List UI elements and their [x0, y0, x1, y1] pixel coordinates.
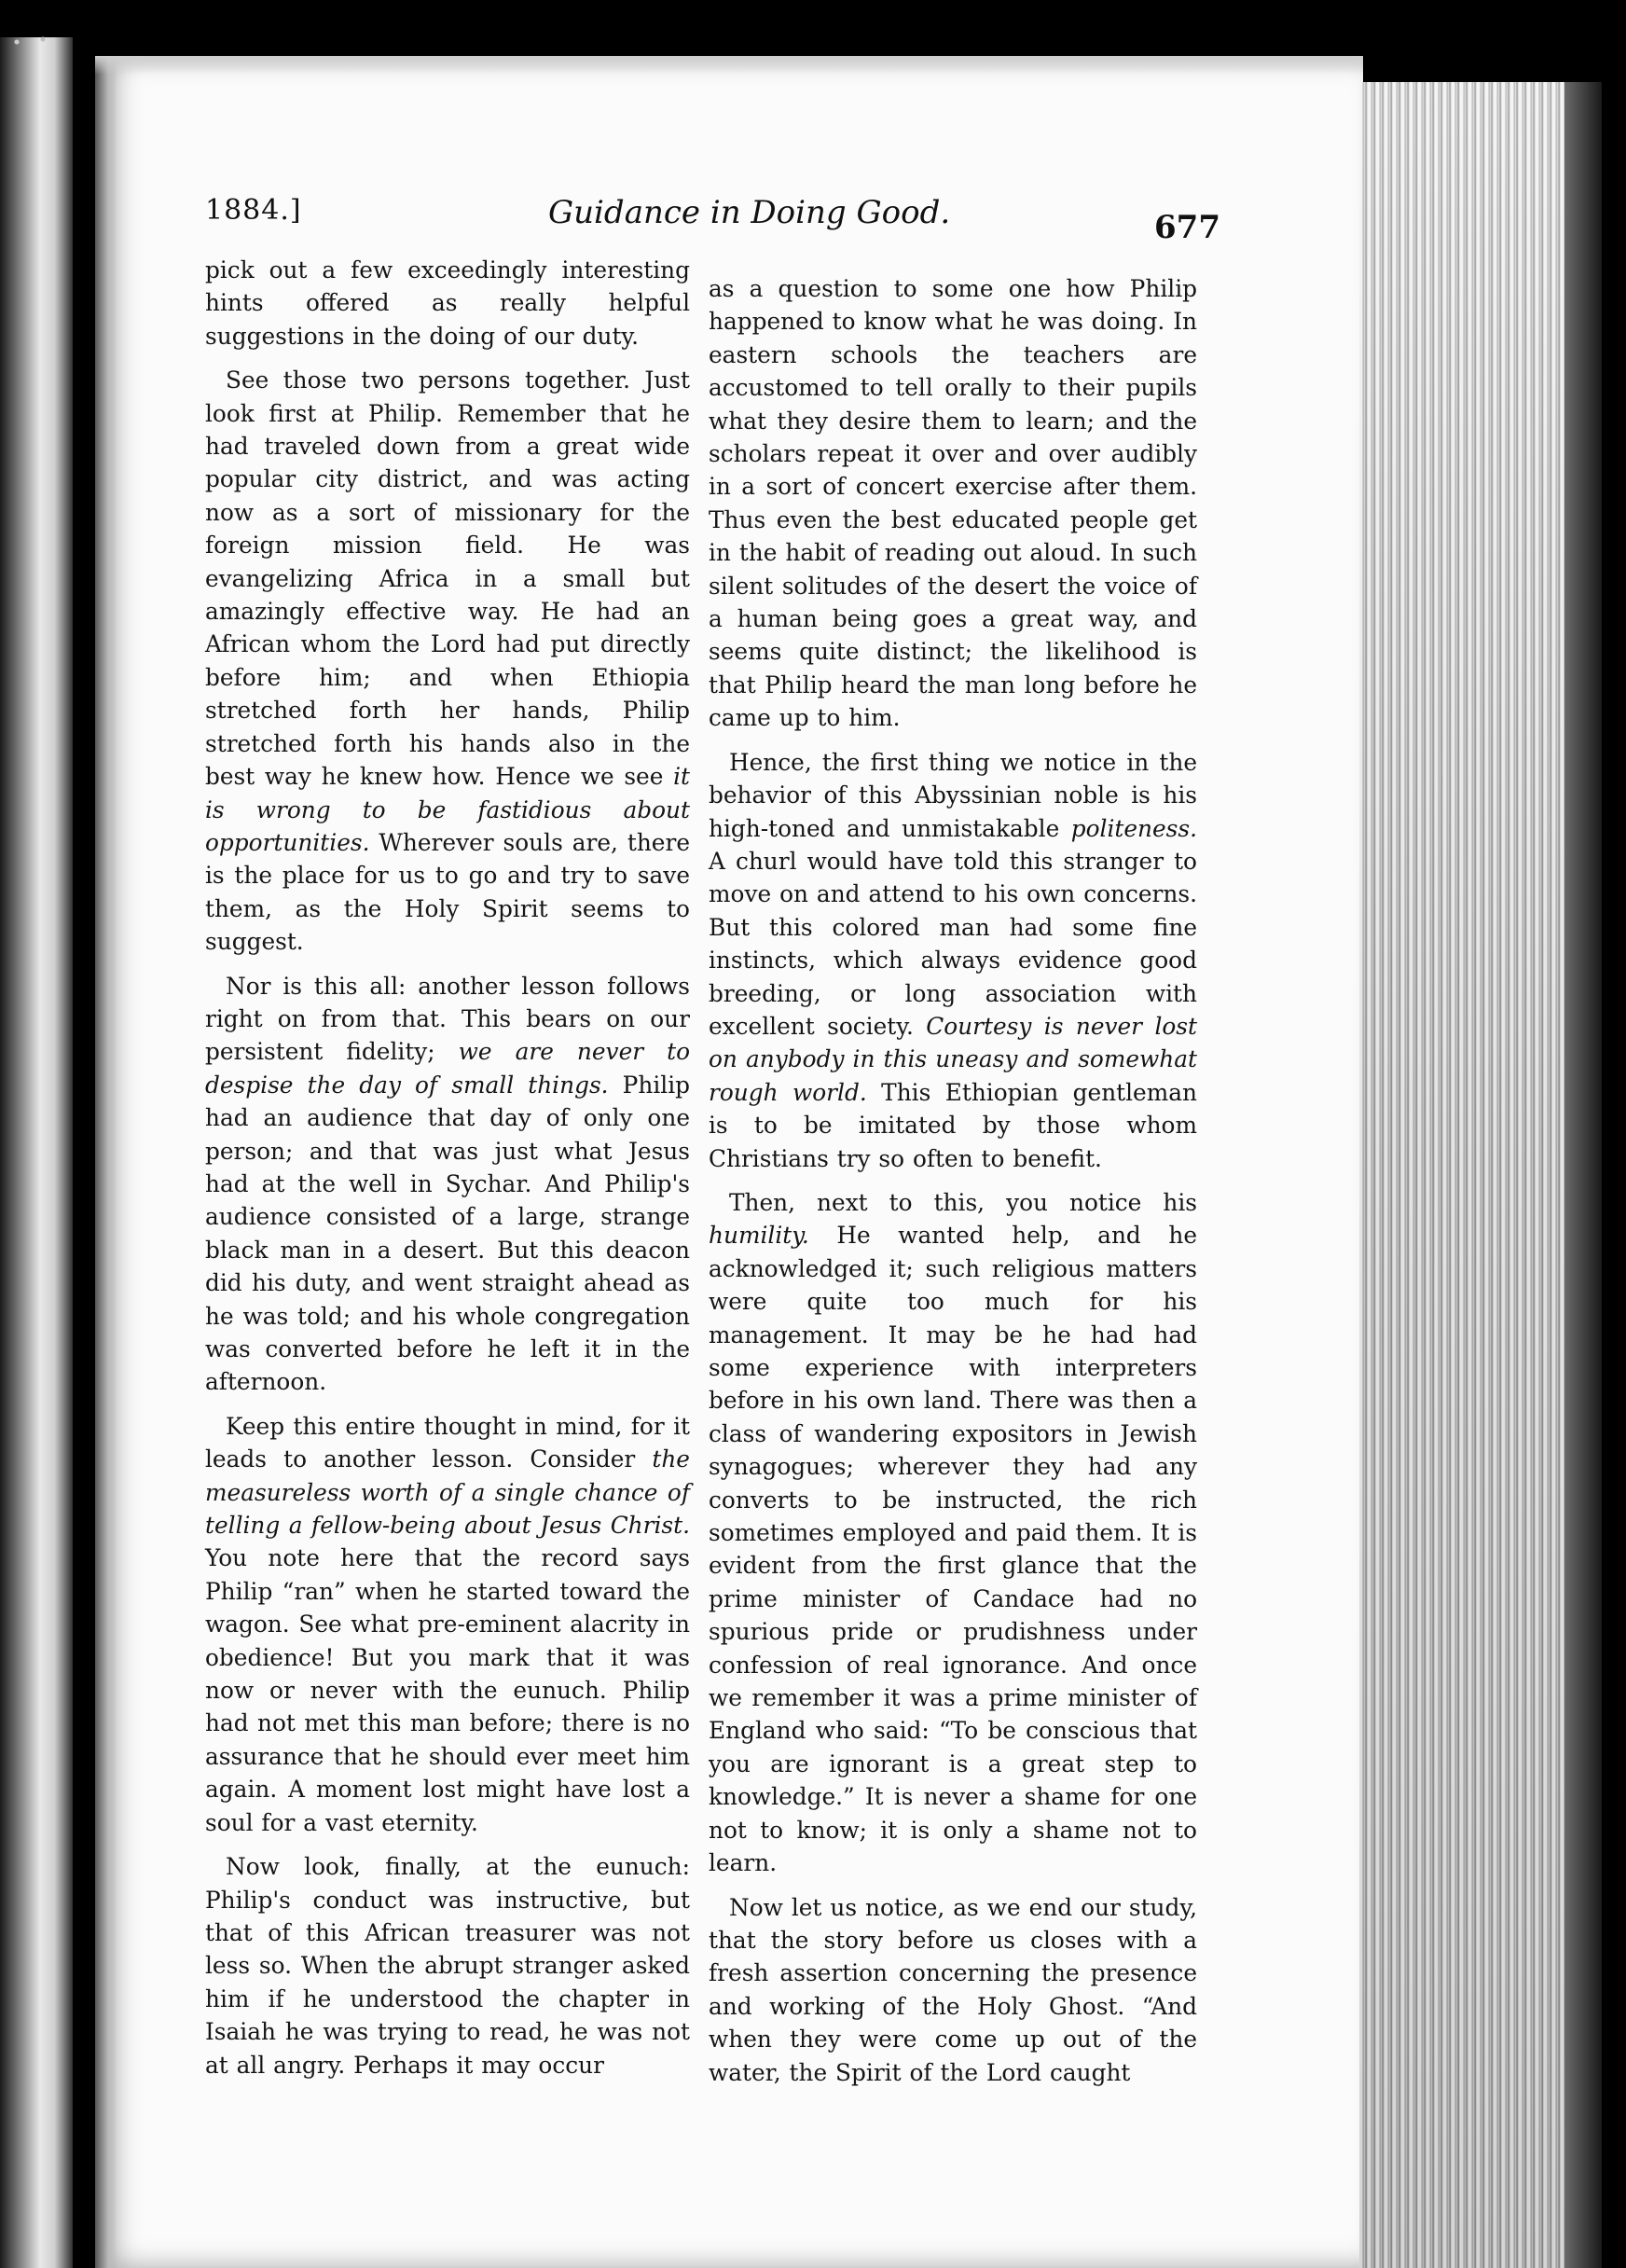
paragraph-text: Now look, finally, at the eunuch: Philip's conduct was instructive, but that of this African treasurer was not less so. When the abrupt stranger asked him if he understood the chapter in Isaiah he was trying to read, he was not at all angry. Perhaps it may occur — [205, 1853, 690, 2079]
emphasis-text: Courtesy is never lost on anybody in this uneasy and somewhat rough world. — [709, 1012, 1197, 1106]
paragraph-text: Then, next to this, you notice his — [729, 1188, 1197, 1216]
emphasis-text: the measureless worth of a single chance of telling a fellow-being about Jesus Christ. — [205, 1445, 690, 1540]
paragraph-text: He wanted help, and he acknowledged it; such religious matters were quite too much for his management. It may be he had had some experience with interpreters before in his own land. There was then a class of wandering expositors in Jewish synagogues; wherever they had any converts to be instructed, the rich sometimes employed and paid them. It is evident from the first glance that the prime minister of Candace had no spurious pride or prudishness under confession of real ignorance. And once we remember it was a prime minister of England who said: “To be conscious that you are ignorant is a great step to knowledge.” It is never a shame for one not to know; it is only a shame not to learn. — [709, 1222, 1197, 1877]
paragraph — [709, 746, 1197, 1175]
left-column — [205, 254, 690, 2081]
right-column — [709, 272, 1197, 2089]
facing-page-edge — [0, 37, 73, 2268]
paragraph-text: Nor is this all: another lesson follows right on from that. This bears on our persistent fidelity; — [205, 972, 690, 1066]
paragraph — [205, 254, 690, 353]
paragraph — [709, 1186, 1197, 1880]
paragraph — [205, 1850, 690, 2081]
paragraph-text: Hence, the first thing we notice in the behavior of this Abyssinian noble is his high-toned and unmistakable — [709, 748, 1197, 842]
paragraph-text: Wherever souls are, there is the place for us to go and try to save them, as the Holy Spirit seems to suggest. — [205, 828, 690, 956]
scan-specks — [4, 28, 69, 56]
paragraph-text: Keep this entire thought in mind, for it leads to another lesson. Consider — [205, 1412, 690, 1473]
paragraph-text: Philip had an audience that day of only one person; and that was just what Jesus had at the well in Sychar. And Philip's audience consisted of a large, strange black man in a desert. But this deacon did his duty, and went straight ahead as he was told; and his whole congregation was converted before he left it in the afternoon. — [205, 1071, 690, 1396]
page-number: 677 — [1154, 209, 1220, 246]
paragraph-text: A churl would have told this stranger to move on and attend to his own concerns. But this colored man had some fine instincts, which always evidence good breeding, or long association with excellent society. — [709, 847, 1197, 1040]
emphasis-text: it is wrong to be fastidious about opportunities. — [205, 763, 690, 856]
paragraph-text: You note here that the record says Philip “ran” when he started toward the wagon. See what pre-eminent alacrity in obedience! But you mark that it was now or never with the eunuch. Philip had not met this man before; there is no assurance that he should ever meet him again. A moment lost might have lost a soul for a vast eternity. — [205, 1544, 690, 1836]
paragraph-text: pick out a few exceedingly interesting hints offered as really helpful suggestions in the doing of our duty. — [205, 256, 690, 350]
header-title: Guidance in Doing Good. — [548, 194, 951, 231]
page-top-shadow — [95, 56, 1363, 75]
paragraph — [709, 1891, 1197, 2089]
running-header — [112, 185, 1231, 246]
paragraph — [709, 272, 1197, 735]
book-edge-shadow — [1564, 82, 1602, 2268]
paragraph-text: as a question to some one how Philip happened to know what he was doing. In eastern schools the teachers are accustomed to tell orally to their pupils what they desire them to learn; and the scholars repeat it over and over audibly in a sort of concert exercise after them. Thus even the best educated people get in the habit of reading out aloud. In such silent solitudes of the desert the voice of a human being goes a great way, and seems quite distinct; the likelihood is that Philip heard the man long before he came up to him. — [709, 275, 1197, 732]
paragraph-text: Now let us notice, as we end our study, that the story before us closes with a fresh assertion concerning the presence and working of the Holy Ghost. “And when they were come up out of the water, the Spirit of the Lord caught — [709, 1893, 1197, 2086]
emphasis-text: politeness. — [1070, 814, 1197, 842]
paragraph-text: This Ethiopian gentleman is to be imitated by those whom Christians try so often to benefit. — [709, 1078, 1197, 1172]
paragraph-text: See those two persons together. Just look first at Philip. Remember that he had traveled down from a great wide popular city district, and was acting now as a sort of missionary for the foreign mission field. He was evangelizing Africa in a small but amazingly effective way. He had an African whom the Lord had put directly before him; and when Ethiopia stretched forth her hands, Philip stretched forth his hands also in the best way he knew how. Hence we see — [205, 366, 690, 791]
header-year: 1884.] — [205, 194, 302, 227]
paragraph — [205, 970, 690, 1399]
page-stack-edges — [1359, 82, 1564, 2268]
emphasis-text: we are never to despise the day of small things. — [205, 1038, 690, 1099]
emphasis-text: humility. — [709, 1222, 809, 1250]
paragraph — [205, 364, 690, 958]
paragraph — [205, 1410, 690, 1839]
